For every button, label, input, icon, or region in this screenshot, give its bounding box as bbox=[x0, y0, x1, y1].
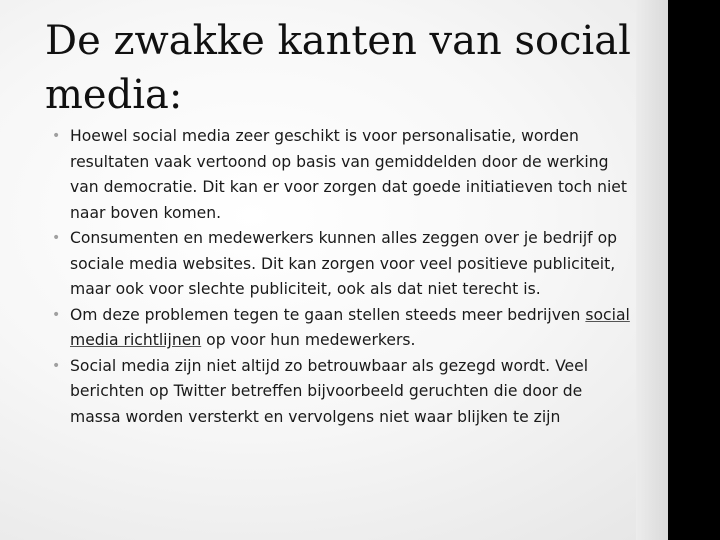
social-media-guidelines-link[interactable]: social media richtlijnen bbox=[70, 305, 630, 349]
side-panel-dark bbox=[668, 0, 720, 540]
side-panel-light bbox=[636, 0, 668, 540]
bullet-item bbox=[52, 226, 632, 303]
bullet-dot-icon: • bbox=[52, 357, 61, 374]
bullet-text: Hoewel social media zeer geschikt is voor personalisatie, worden resultaten vaak vertoond op basis van gemiddelden door de werking van democratie. Dit kan er voor zorgen dat goede initiatieven toch niet naar boven komen. bbox=[70, 127, 627, 222]
bullet-text-after-link: op voor hun medewerkers. bbox=[201, 331, 416, 349]
bullet-item bbox=[52, 354, 632, 431]
bullet-dot-icon: • bbox=[52, 128, 61, 144]
bullet-text-before-link: Om deze problemen tegen te gaan stellen steeds meer bedrijven bbox=[70, 305, 586, 324]
bullet-text: Social media zijn niet altijd zo betrouwbaar als gezegd wordt. Veel berichten op Twitter betreffen bijvoorbeeld geruchten die door de massa worden versterkt en vervolgens niet waar blijken te zijn bbox=[70, 356, 589, 426]
bullet-dot-icon: • bbox=[52, 230, 61, 246]
bullet-text: Consumenten en medewerkers kunnen alles zeggen over je bedrijf op sociale media websites. Dit kan zorgen voor veel positieve publiciteit, maar ook voor slechte publiciteit, ook als dat niet terecht is. bbox=[70, 229, 618, 298]
slide-title: De zwakke kanten van social media: bbox=[45, 18, 631, 118]
bullet-item bbox=[52, 124, 632, 226]
bullet-list bbox=[52, 124, 632, 430]
bullet-item bbox=[52, 303, 632, 354]
bullet-dot-icon: • bbox=[52, 306, 61, 323]
